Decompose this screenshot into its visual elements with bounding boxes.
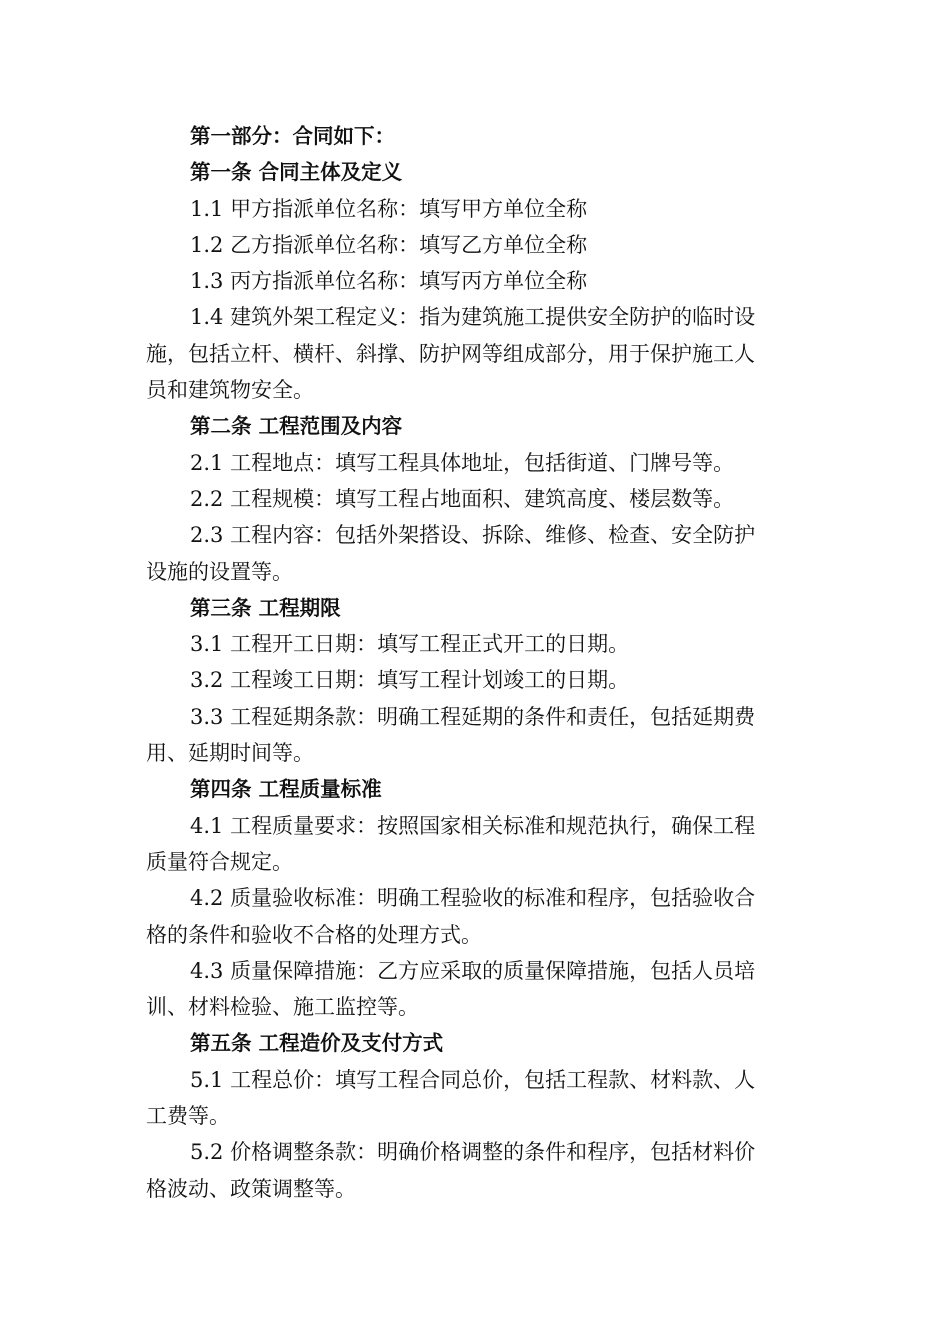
contract-section bbox=[146, 771, 808, 1025]
clause-line-first: 3.1 工程开工日期：填写工程正式开工的日期。 bbox=[190, 632, 630, 657]
contract-section bbox=[146, 154, 808, 408]
clause-paragraph bbox=[146, 699, 808, 772]
clause-line-first: 4.1 工程质量要求：按照国家相关标准和规范执行，确保工程 bbox=[190, 813, 756, 838]
clause-line-first: 1.3 丙方指派单位名称：填写丙方单位全称 bbox=[190, 269, 588, 294]
clause-paragraph bbox=[146, 299, 808, 408]
clause-line-first: 1.4 建筑外架工程定义：指为建筑施工提供安全防护的临时设 bbox=[190, 305, 756, 330]
clause-paragraph bbox=[146, 953, 808, 1026]
clause-line-continued: 用、延期时间等。 bbox=[146, 741, 314, 766]
clause-line-first: 5.1 工程总价：填写工程合同总价，包括工程款、材料款、人 bbox=[190, 1067, 756, 1092]
clause-paragraph bbox=[146, 626, 808, 662]
contract-sections bbox=[146, 154, 808, 1207]
section-heading: 第二条 工程范围及内容 bbox=[190, 414, 403, 439]
clause-paragraph bbox=[146, 191, 808, 227]
clause-paragraph bbox=[146, 808, 808, 881]
clause-line-first: 2.2 工程规模：填写工程占地面积、建筑高度、楼层数等。 bbox=[190, 486, 735, 511]
part-title: 第一部分：合同如下： bbox=[190, 124, 395, 148]
clause-line-continued: 工费等。 bbox=[146, 1104, 230, 1129]
clause-line-continued: 设施的设置等。 bbox=[146, 559, 293, 584]
clause-line-continued: 施，包括立杆、横杆、斜撑、防护网等组成部分，用于保护施工人 bbox=[146, 341, 755, 366]
clause-paragraph bbox=[146, 227, 808, 263]
clause-line-continued: 格的条件和验收不合格的处理方式。 bbox=[146, 922, 482, 947]
clause-paragraph bbox=[146, 481, 808, 517]
clause-paragraph bbox=[146, 1134, 808, 1207]
clause-line-first: 4.2 质量验收标准：明确工程验收的标准和程序，包括验收合 bbox=[190, 886, 756, 911]
section-heading: 第五条 工程造价及支付方式 bbox=[190, 1031, 444, 1056]
clause-line-first: 3.2 工程竣工日期：填写工程计划竣工的日期。 bbox=[190, 668, 630, 693]
clause-line-continued: 训、材料检验、施工监控等。 bbox=[146, 995, 419, 1020]
clause-paragraph bbox=[146, 662, 808, 698]
section-heading: 第一条 合同主体及定义 bbox=[190, 160, 403, 185]
clause-paragraph bbox=[146, 263, 808, 299]
clause-line-continued: 质量符合规定。 bbox=[146, 849, 293, 874]
section-heading: 第四条 工程质量标准 bbox=[190, 777, 382, 802]
contract-section bbox=[146, 408, 808, 589]
contract-section bbox=[146, 590, 808, 771]
clause-paragraph bbox=[146, 517, 808, 590]
clause-line-first: 3.3 工程延期条款：明确工程延期的条件和责任，包括延期费 bbox=[190, 704, 756, 729]
clause-paragraph bbox=[146, 445, 808, 481]
clause-line-first: 2.1 工程地点：填写工程具体地址，包括街道、门牌号等。 bbox=[190, 450, 735, 475]
clause-line-first: 4.3 质量保障措施：乙方应采取的质量保障措施，包括人员培 bbox=[190, 958, 756, 983]
clause-line-continued: 员和建筑物安全。 bbox=[146, 378, 314, 403]
contract-page bbox=[146, 118, 808, 1207]
clause-line-first: 2.3 工程内容：包括外架搭设、拆除、维修、检查、安全防护 bbox=[190, 523, 756, 548]
section-heading: 第三条 工程期限 bbox=[190, 595, 341, 620]
clause-paragraph bbox=[146, 880, 808, 953]
clause-paragraph bbox=[146, 1062, 808, 1135]
clause-line-continued: 格波动、政策调整等。 bbox=[146, 1176, 356, 1201]
clause-line-first: 1.2 乙方指派单位名称：填写乙方单位全称 bbox=[190, 232, 588, 257]
clause-line-first: 1.1 甲方指派单位名称：填写甲方单位全称 bbox=[190, 196, 588, 221]
contract-section bbox=[146, 1025, 808, 1206]
clause-line-first: 5.2 价格调整条款：明确价格调整的条件和程序，包括材料价 bbox=[190, 1140, 756, 1165]
